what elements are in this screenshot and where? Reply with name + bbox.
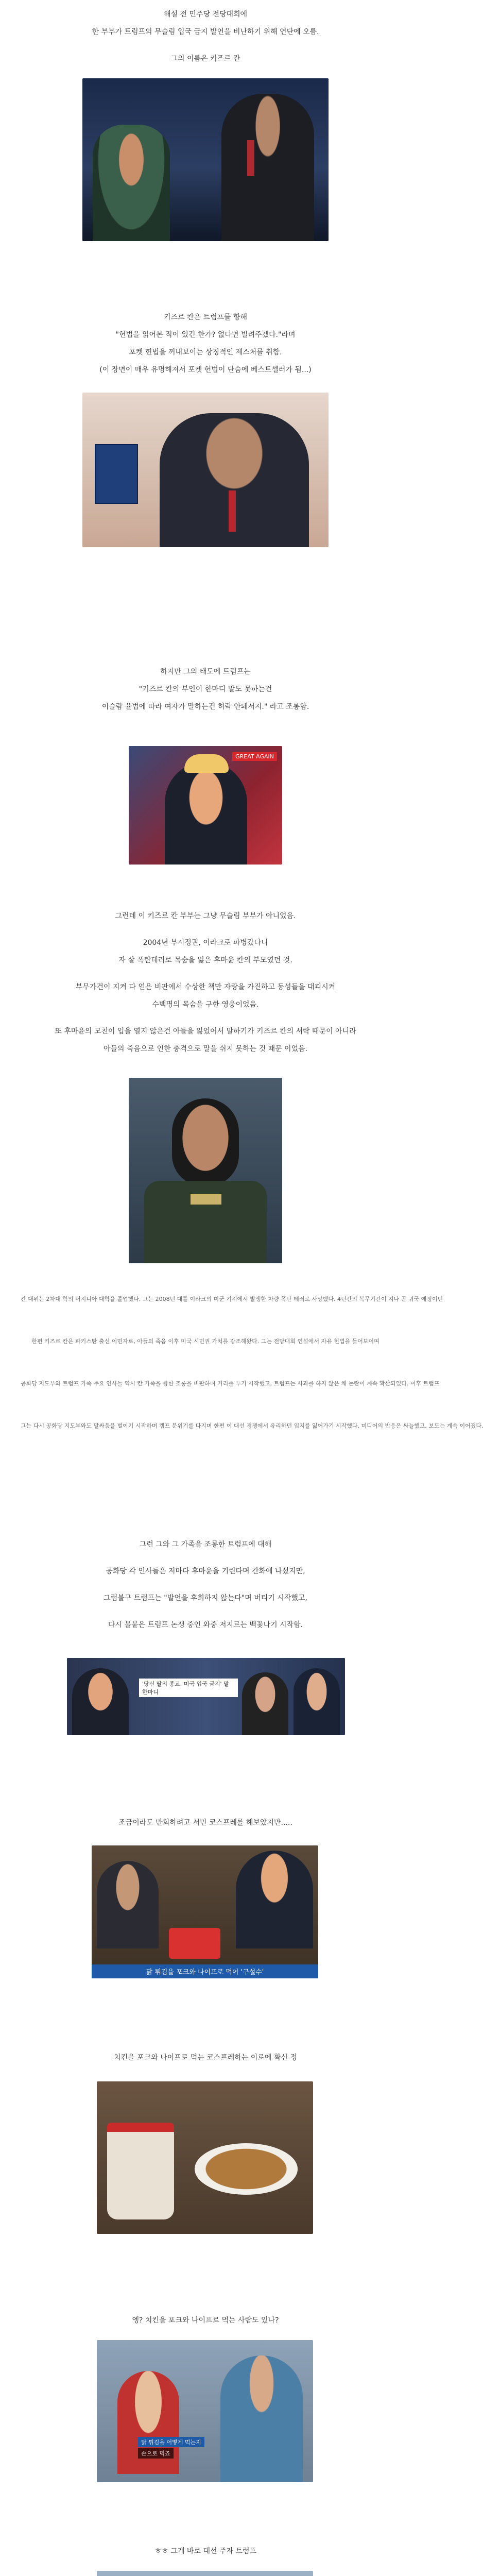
news-caption: 닭 튀김을 어떻게 먹는지 xyxy=(138,2437,204,2447)
text-line: 2004년 부시정권, 이라크로 파병갔다니 xyxy=(143,939,268,947)
paragraph-line: 한편 키즈르 칸은 파키스탄 출신 이민자로, 아들의 죽음 이후 미국 시민권 가치를 강조해왔다. 그는 전당대회 연설에서 자유 헌법을 들어보이며 xyxy=(31,1338,380,1345)
text-line: 하지만 그의 태도에 트럼프는 xyxy=(160,668,251,676)
tv-headline: '당신 딸의 종교, 미국 입국 금지' 말 한마디 xyxy=(139,1679,238,1697)
text-line: ㅎㅎ 그게 바로 대선 주자 트럼프 xyxy=(154,2547,257,2555)
photo-khan-couple-stage xyxy=(82,78,329,241)
text-line: 치킨을 포크와 나이프로 먹는 코스프레하는 이로에 확신 정 xyxy=(114,2054,297,2062)
text-line: "헌법을 읽어본 적이 있긴 한가? 없다면 빌려주겠다."라며 xyxy=(115,331,296,339)
photo-chicken-bucket-closeup xyxy=(97,2081,313,2234)
text-line: 그럼불구 트럼프는 "발언을 후회하지 않는다"며 버티기 시작했고, xyxy=(104,1594,307,1602)
text-line: 그런 그와 그 가족을 조롱한 트럼프에 대해 xyxy=(139,1540,272,1549)
text-line: 이슬람 율법에 따라 여자가 말하는건 허락 안돼서지." 라고 조롱함. xyxy=(101,703,309,711)
photo-child-eating-chicken xyxy=(97,2340,313,2482)
photo-trump-eating-chicken xyxy=(92,1845,318,1978)
text-line: 부무가건이 지켜 다 얻은 비판에서 수상한 책만 자랑을 가진하고 동성들을 대피시켜 xyxy=(75,983,336,991)
text-line: 키즈르 칸은 트럼프를 향해 xyxy=(163,313,248,321)
text-line: 수백명의 목숨을 구한 영웅이었음. xyxy=(152,1001,259,1009)
text-line: 또 후마윤의 모친이 입을 열지 않은건 아들을 잃었어서 말하기가 키즈르 칸의 셔락 때문이 아니라 xyxy=(55,1027,356,1036)
text-line: 엥? 치킨을 포크와 나이프로 먹는 사람도 있나? xyxy=(132,2316,279,2325)
news-caption: 손으로 먹죠 xyxy=(138,2448,174,2459)
text-line: 포켓 헌법을 꺼내보이는 상징적인 제스처를 취함. xyxy=(129,348,282,357)
sign-fragment: GREAT AGAIN xyxy=(232,752,277,761)
photo-tv-news-panel xyxy=(67,1658,345,1735)
text-line: 한 부부가 트럼프의 무슬림 입국 금지 발언을 비난하기 위해 연단에 오름. xyxy=(92,28,319,36)
text-line: 자 살 폭탄테러로 목숨을 잃은 후마윤 칸의 부모였던 것. xyxy=(118,956,292,964)
text-line: 그런데 이 키즈르 칸 부부는 그냥 무슬림 부부가 아니었음. xyxy=(115,912,296,920)
text-line: (이 장면이 매우 유명해져서 포켓 헌법이 단숨에 베스트셀러가 됨...) xyxy=(99,366,312,374)
text-line: 공화당 각 인사들은 저마다 후마윤을 기린다며 간화에 나섰지만, xyxy=(106,1567,305,1575)
photo-soldier-portrait xyxy=(129,1078,282,1263)
news-subtitle: 닭 튀김을 포크와 나이프로 먹어 '구설수' xyxy=(92,1964,318,1978)
text-line: 해설 전 민주당 전당대회에 xyxy=(163,10,248,19)
text-line: "키즈르 칸의 부인이 한마디 말도 못하는건 xyxy=(139,685,272,693)
paragraph-line: 그는 다시 공화당 지도부와도 말싸움을 벌이기 시작하며 캠프 분위기를 다지며 한편 이 대선 경쟁에서 유리하던 입지를 잃어가기 시작했다. 미디어의 반응은 싸늘했고, 보도는 계속 이어졌다. xyxy=(21,1422,483,1429)
text-line: 다시 불붙은 트럼프 논쟁 중인 와중 저지르는 백꽃나기 시작함. xyxy=(108,1621,303,1629)
text-line: 아들의 죽음으로 인한 충격으로 말을 쉬지 못하는 것 때문 이었음. xyxy=(103,1045,308,1053)
text-line: 조금이라도 만회하려고 서민 코스프레를 해보았지만..... xyxy=(118,1819,292,1827)
paragraph-line: 칸 대위는 2차대 학의 버지니아 대학을 졸업했다. 그는 2008년 대를 이라크의 미군 기지에서 발생한 차량 폭탄 테러로 사망했다. 4년간의 복무기간이 지나 곧 귀국 예정이던 xyxy=(21,1296,443,1302)
photo-trump-shouting xyxy=(129,746,282,865)
paragraph-line: 공화당 지도부와 트럼프 가족 주요 인사들 역시 칸 가족을 향한 조롱을 비판하며 거리를 두기 시작했고, 트럼프는 사과를 하지 않은 채 논란이 계속 확산되었다. 이후 트럼프 xyxy=(21,1380,440,1387)
photo-pocket-constitution xyxy=(82,393,329,547)
text-line: 그의 이름은 키즈르 칸 xyxy=(170,55,240,63)
photo-family-interview xyxy=(97,2571,313,2576)
